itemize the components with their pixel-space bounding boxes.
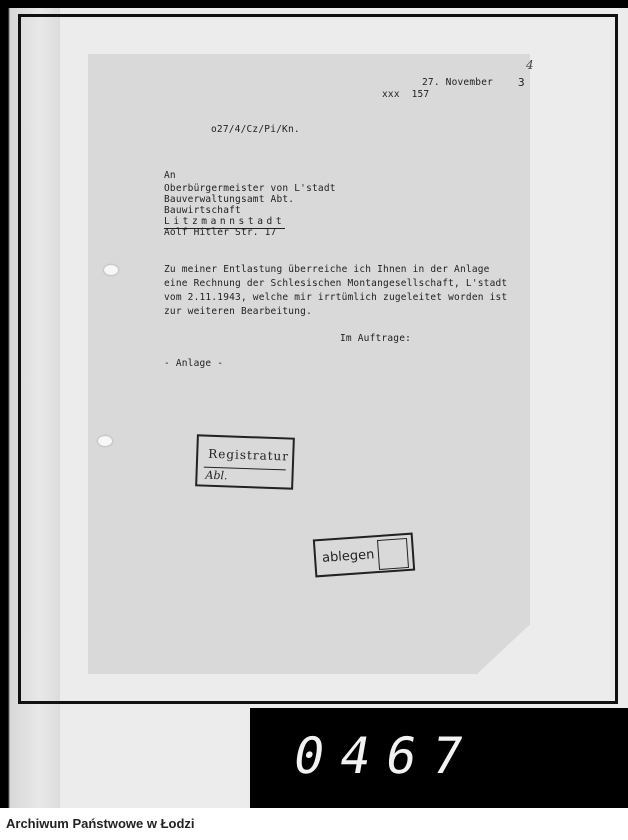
handwritten-mark: 4 xyxy=(526,58,534,72)
registratur-stamp-note: Abl. xyxy=(205,468,228,483)
registratur-stamp-title: Registratur xyxy=(208,446,290,464)
body-line-2: eine Rechnung der Schlesischen Montangesellschaft, L'stadt xyxy=(164,278,508,289)
archive-footer xyxy=(0,808,628,840)
scan-frame-top-edge xyxy=(0,0,628,8)
punch-hole-top xyxy=(104,265,118,275)
registratur-stamp xyxy=(195,434,295,489)
recipient-line-3: Bauwirtschaft xyxy=(164,205,241,216)
signature-line: Im Auftrage: xyxy=(340,333,412,344)
ablegen-stamp xyxy=(313,533,415,578)
body-line-1: Zu meiner Entlastung überreiche ich Ihnen in der Anlage xyxy=(164,264,490,275)
body-line-4: zur weiteren Bearbeitung. xyxy=(164,306,312,317)
recipient-street: Aolf Hitler Str. 17 xyxy=(164,227,277,238)
punch-hole-bottom xyxy=(98,436,112,446)
recipient-line-1: Oberbürgermeister von L'stadt xyxy=(164,183,336,194)
frame-counter: 0467 xyxy=(288,727,484,785)
attachment-note: - Anlage - xyxy=(164,358,224,369)
ablegen-stamp-label: ablegen xyxy=(321,547,375,566)
page-number: 3 xyxy=(518,76,525,89)
ablegen-stamp-box xyxy=(377,538,409,570)
recipient-line-2: Bauverwaltungsamt Abt. xyxy=(164,194,295,205)
recipient-city: Litzmannstadt xyxy=(164,216,286,227)
archive-label: Archiwum Państwowe w Łodzi xyxy=(6,816,195,831)
letter-date: 27. November xyxy=(422,77,494,88)
xxx-reference: xxx 157 xyxy=(382,89,430,100)
recipient-salutation: An xyxy=(164,170,176,181)
letter-paper xyxy=(88,54,530,674)
body-line-3: vom 2.11.1943, welche mir irrtümlich zugeleitet worden ist xyxy=(164,292,508,303)
file-reference: o27/4/Cz/Pi/Kn. xyxy=(211,124,300,135)
